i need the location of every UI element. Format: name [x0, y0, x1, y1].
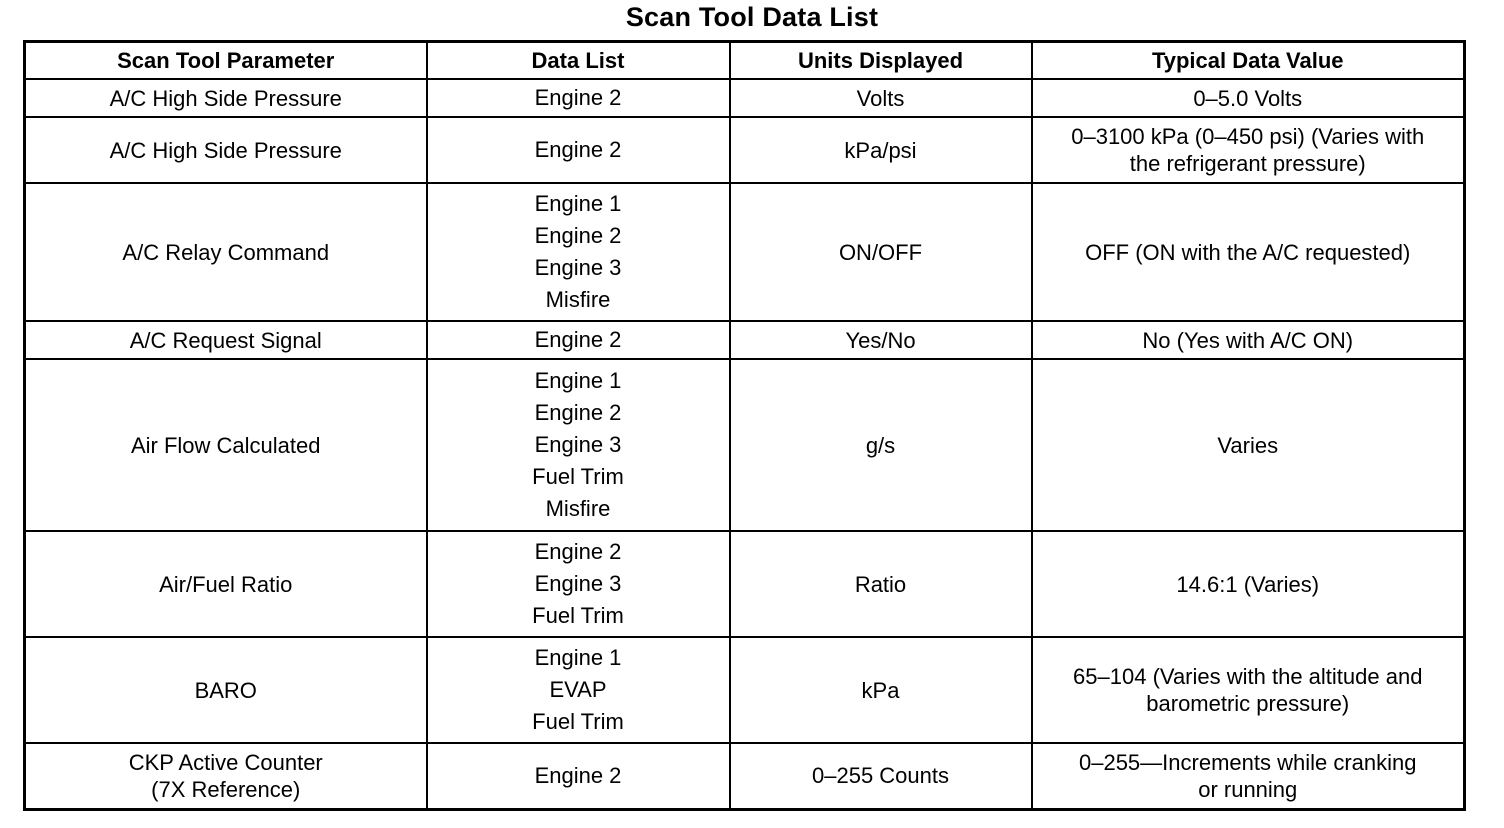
typical-value-cell	[1032, 321, 1465, 359]
parameter-cell-line: A/C High Side Pressure	[109, 85, 342, 111]
table-row	[25, 743, 1465, 809]
typical-value-cell-line: 14.6:1 (Varies)	[1176, 571, 1320, 597]
data-list-cell-line: Fuel Trim	[532, 709, 624, 734]
data-list-cell-line: Misfire	[545, 287, 611, 312]
typical-value-cell-line: the refrigerant pressure)	[1129, 151, 1366, 176]
data-list-cell-line: EVAP	[549, 677, 607, 702]
typical-value-cell-line: 0–5.0 Volts	[1193, 85, 1303, 111]
data-list-cell-line: Engine 2	[534, 223, 622, 248]
data-list-cell	[427, 531, 730, 637]
table-row	[25, 183, 1465, 321]
data-list-cell-line: Engine 2	[534, 400, 622, 425]
data-list-cell-line: Engine 1	[534, 191, 622, 216]
data-list-cell	[427, 743, 730, 809]
column-header-typical-value: Typical Data Value	[1032, 42, 1465, 80]
typical-value-cell-line: 0–255—Increments while cranking	[1078, 749, 1417, 775]
parameter-cell-line: Air/Fuel Ratio	[159, 571, 293, 597]
data-list-cell-line: Fuel Trim	[532, 464, 624, 489]
parameter-cell-line: A/C Relay Command	[122, 239, 330, 265]
data-list-cell-line: Engine 2	[534, 327, 622, 352]
typical-value-cell	[1032, 531, 1465, 637]
table-row	[25, 531, 1465, 637]
parameter-cell-line: (7X Reference)	[151, 776, 301, 802]
parameter-cell	[25, 117, 427, 183]
data-list-cell	[427, 321, 730, 359]
table-row	[25, 359, 1465, 531]
column-header-data-list: Data List	[427, 42, 730, 80]
typical-value-cell	[1032, 637, 1465, 743]
data-list-cell-line: Engine 2	[534, 137, 622, 162]
data-list-cell-line: Engine 2	[534, 762, 622, 788]
data-list-cell-line: Engine 1	[534, 368, 622, 393]
parameter-cell	[25, 637, 427, 743]
data-list-cell	[427, 637, 730, 743]
column-header-parameter: Scan Tool Parameter	[25, 42, 427, 80]
typical-value-cell-line: or running	[1198, 776, 1298, 802]
data-list-cell	[427, 183, 730, 321]
units-cell: Ratio	[730, 531, 1032, 637]
column-header-units: Units Displayed	[730, 42, 1032, 80]
parameter-cell-line: Air Flow Calculated	[130, 432, 321, 458]
table-row	[25, 117, 1465, 183]
parameter-cell-line: A/C High Side Pressure	[109, 137, 342, 163]
parameter-cell-line: A/C Request Signal	[129, 327, 322, 353]
table-header-row	[25, 42, 1465, 80]
typical-value-cell	[1032, 79, 1465, 117]
data-list-cell-line: Engine 2	[534, 85, 622, 110]
data-list-cell-line: Misfire	[545, 496, 611, 521]
data-list-cell	[427, 79, 730, 117]
parameter-cell-line: CKP Active Counter	[128, 749, 323, 775]
data-list-cell-line: Engine 3	[534, 571, 622, 596]
typical-value-cell	[1032, 743, 1465, 809]
data-list-cell-line: Engine 2	[534, 539, 622, 564]
data-list-cell-line: Engine 1	[534, 645, 622, 670]
table-row	[25, 637, 1465, 743]
data-list-cell-line: Fuel Trim	[532, 603, 624, 628]
parameter-cell	[25, 359, 427, 531]
units-cell: kPa/psi	[730, 117, 1032, 183]
typical-value-cell	[1032, 183, 1465, 321]
typical-value-cell-line: barometric pressure)	[1146, 691, 1350, 716]
units-cell: 0–255 Counts	[730, 743, 1032, 809]
typical-value-cell-line: 65–104 (Varies with the altitude and	[1073, 664, 1423, 689]
parameter-cell	[25, 79, 427, 117]
typical-value-cell-line: No (Yes with A/C ON)	[1142, 327, 1354, 353]
parameter-cell	[25, 743, 427, 809]
parameter-cell	[25, 183, 427, 321]
table-row	[25, 321, 1465, 359]
data-list-cell	[427, 117, 730, 183]
units-cell: ON/OFF	[730, 183, 1032, 321]
parameter-cell	[25, 531, 427, 637]
typical-value-cell-line: OFF (ON with the A/C requested)	[1085, 239, 1411, 265]
parameter-cell	[25, 321, 427, 359]
page-title: Scan Tool Data List	[625, 2, 879, 32]
units-cell: kPa	[730, 637, 1032, 743]
table-body	[25, 79, 1465, 809]
typical-value-cell	[1032, 117, 1465, 183]
parameter-cell-line: BARO	[194, 677, 257, 703]
scan-tool-data-table	[23, 40, 1466, 811]
typical-value-cell	[1032, 359, 1465, 531]
data-list-cell-line: Engine 3	[534, 432, 622, 457]
table-row	[25, 79, 1465, 117]
units-cell: Yes/No	[730, 321, 1032, 359]
typical-value-cell-line: 0–3100 kPa (0–450 psi) (Varies with	[1071, 124, 1425, 149]
data-list-cell-line: Engine 3	[534, 255, 622, 280]
units-cell: Volts	[730, 79, 1032, 117]
units-cell: g/s	[730, 359, 1032, 531]
data-list-cell	[427, 359, 730, 531]
typical-value-cell-line: Varies	[1217, 432, 1279, 458]
